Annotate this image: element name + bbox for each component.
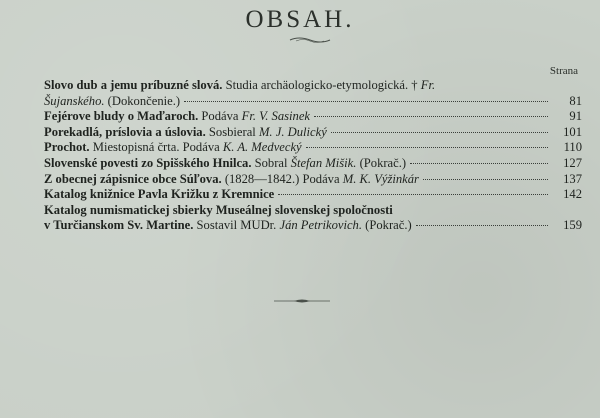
entry-description: Podáva: [198, 109, 239, 124]
entry-title: Slovo dub a jemu príbuzné slová.: [44, 78, 223, 92]
entry-text: [44, 140, 302, 156]
table-of-contents: [44, 78, 582, 234]
entry-text: [44, 156, 406, 172]
leader-dots: [278, 193, 548, 195]
entry-author: Fr.: [417, 78, 436, 92]
entry-page-number: 127: [563, 155, 582, 170]
ornament-divider: [288, 36, 332, 44]
entry-page-number: 81: [569, 93, 582, 108]
entry-page-number: 137: [563, 171, 582, 186]
toc-entry[interactable]: [44, 203, 582, 234]
leader-dots: [314, 115, 548, 117]
entry-page-number: 159: [563, 218, 582, 233]
entry-author: Šujanského.: [44, 93, 105, 108]
leader-dots: [423, 178, 548, 180]
entry-author: K. A. Medvecký: [219, 140, 302, 155]
toc-entry[interactable]: [44, 156, 582, 172]
toc-entry[interactable]: [44, 109, 582, 125]
leader-dots: [416, 224, 548, 226]
entry-page-number: 91: [569, 109, 582, 124]
entry-author: M. J. Dulický: [255, 124, 327, 139]
entry-title: Katalog knižnice Pavla Križku z Kremnice: [44, 187, 275, 202]
entry-description: Miestopisná črta. Podáva: [89, 140, 220, 155]
toc-entry[interactable]: [44, 125, 582, 141]
entry-author: Štefan Mišik.: [287, 155, 357, 170]
toc-entry[interactable]: [44, 78, 582, 109]
leader-dots: [184, 100, 548, 102]
entry-text: [44, 203, 393, 219]
entry-title: Prochot.: [44, 140, 90, 155]
toc-entry[interactable]: [44, 140, 582, 156]
leader-dots: [410, 162, 548, 164]
entry-title: Z obecnej zápisnice obce Súľova.: [44, 171, 222, 186]
entry-author: Ján Petrikovich.: [276, 218, 363, 233]
entry-description: Studia archäologicko-etymologická. †: [222, 78, 418, 92]
entry-page-number: 110: [563, 140, 582, 155]
entry-title-continued: v Turčianskom Sv. Martine.: [44, 218, 194, 233]
entry-author: Fr. V. Sasinek: [238, 109, 310, 124]
entry-description: Sosbieral: [205, 124, 256, 139]
entry-text: [44, 125, 327, 141]
entry-text: [44, 218, 412, 234]
entry-title: Slovenské povesti zo Spišského Hnilca.: [44, 155, 252, 170]
entry-text: [44, 172, 419, 188]
entry-description: (1828—1842.) Podáva: [221, 171, 340, 186]
entry-note: (Pokrač.): [362, 218, 412, 233]
leader-dots: [331, 131, 548, 133]
entry-text: [44, 187, 274, 203]
entry-title: Fejérove bludy o Maďaroch.: [44, 109, 199, 124]
entry-title: Porekadlá, príslovia a úslovia.: [44, 124, 206, 139]
page-column-label: Strana: [549, 65, 578, 77]
toc-entry[interactable]: [44, 172, 582, 188]
toc-entry[interactable]: [44, 187, 582, 203]
entry-page-number: 101: [563, 124, 582, 139]
page-title: OBSAH.: [245, 6, 355, 33]
entry-text: [44, 78, 435, 94]
entry-title: Katalog numismatickej sbierky Museálnej slovenskej spoločnosti: [44, 202, 393, 217]
entry-text: [44, 109, 310, 125]
leader-dots: [306, 146, 548, 148]
ornament-footer: [272, 298, 332, 304]
entry-text: [44, 94, 180, 110]
entry-note: (Pokrač.): [356, 155, 407, 170]
entry-description: Sostavil MUDr.: [193, 218, 277, 233]
entry-page-number: 142: [563, 187, 582, 202]
entry-description: Sobral: [251, 155, 288, 170]
entry-author: M. K. Výžinkár: [339, 171, 419, 186]
entry-note: (Dokončenie.): [104, 93, 181, 108]
